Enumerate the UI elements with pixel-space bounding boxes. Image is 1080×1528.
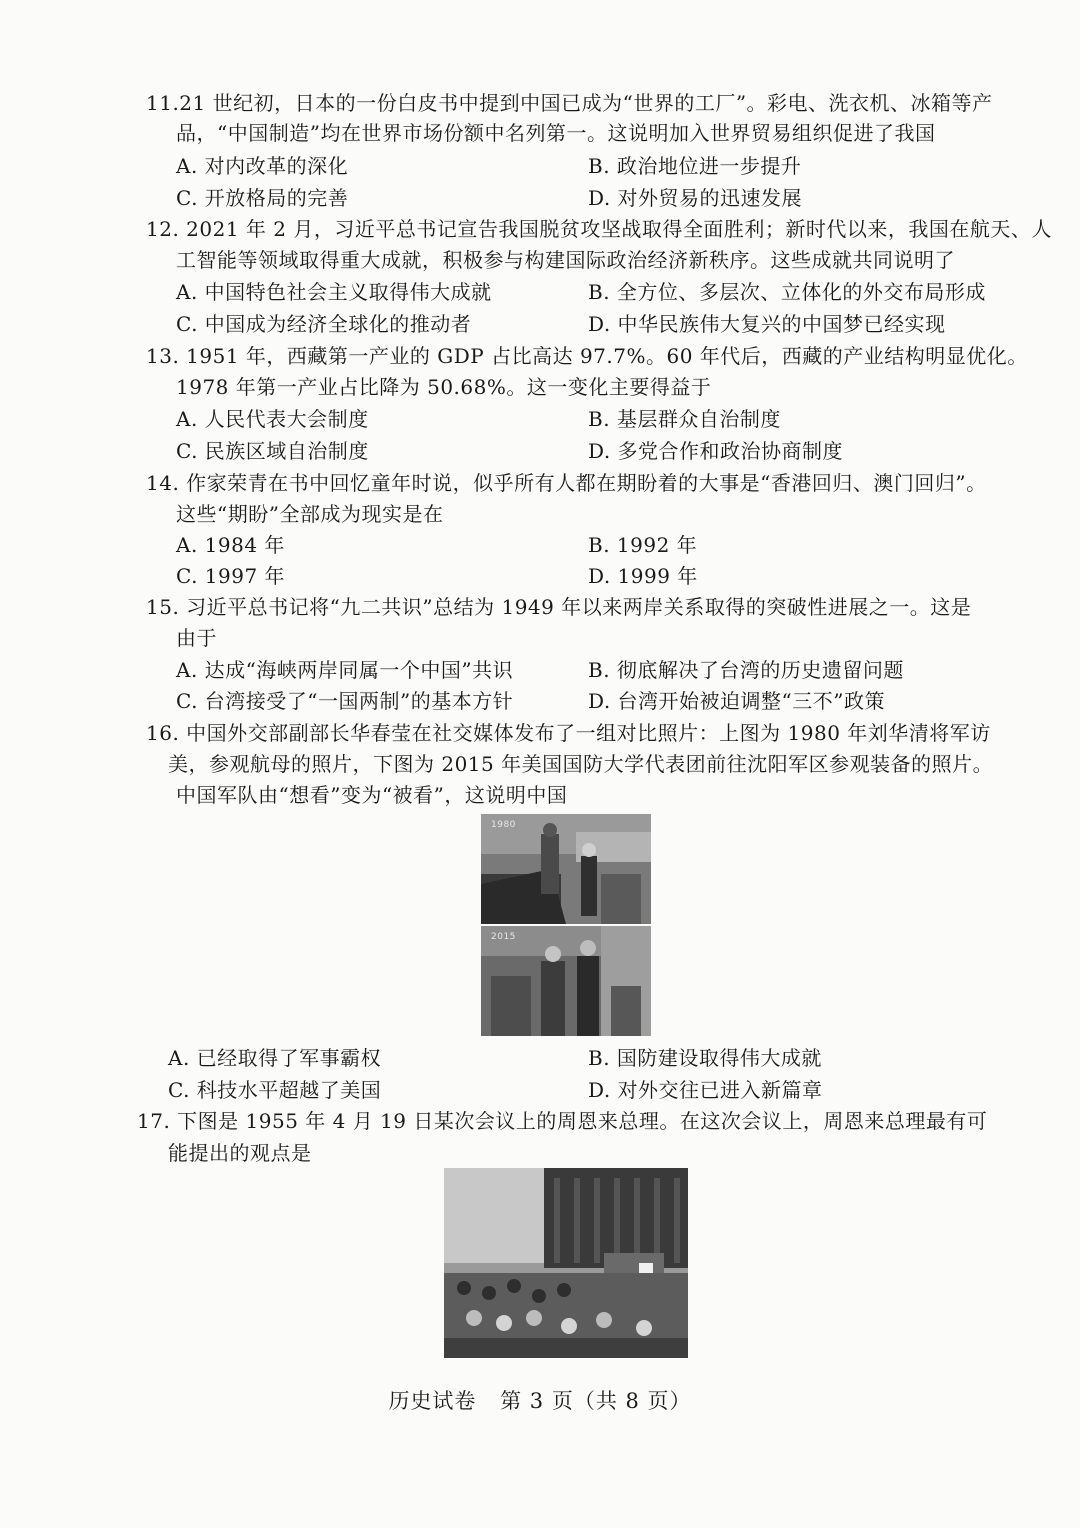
question-11-option-d: D. 对外贸易的迅速发展 [588,186,803,210]
page-footer [0,1386,1080,1416]
question-16-line-1: 16. 中国外交部副部长华春莹在社交媒体发布了一组对比照片：上图为 1980 年刘华清将军访 [146,721,991,745]
question-11-line-1: 11.21 世纪初，日本的一份白皮书中提到中国已成为“世界的工厂”。彩电、洗衣机、冰箱等产 [146,91,993,115]
question-14-option-d: D. 1999 年 [588,564,698,588]
question-16-option-a: A. 已经取得了军事霸权 [168,1046,382,1070]
question-11-option-a: A. 对内改革的深化 [176,154,349,178]
question-13-option-d: D. 多党合作和政治协商制度 [588,439,844,463]
question-12-option-d: D. 中华民族伟大复兴的中国梦已经实现 [588,312,946,336]
question-11-line-2: 品，“中国制造”均在世界市场份额中名列第一。这说明加入世界贸易组织促进了我国 [176,121,936,145]
question-16-line-2: 美，参观航母的照片，下图为 2015 年美国国防大学代表团前往沈阳军区参观装备的照片。 [168,752,994,776]
question-14-line-2: 这些“期盼”全部成为现实是在 [176,502,444,526]
photo-2015-year-label: 2015 [491,932,516,942]
question-16-option-c: C. 科技水平超越了美国 [168,1078,382,1102]
photo-conference-image [444,1168,688,1358]
question-16-option-b: B. 国防建设取得伟大成就 [588,1046,822,1070]
question-13-line-1: 13. 1951 年，西藏第一产业的 GDP 占比高达 97.7%。60 年代后，西藏的产业结构明显优化。 [146,344,1028,368]
question-12-line-2: 工智能等领域取得重大成就，积极参与构建国际政治经济新秩序。这些成就共同说明了 [176,248,955,272]
photo-conference-1955 [444,1168,688,1358]
question-14-option-c: C. 1997 年 [176,564,286,588]
question-16-option-d: D. 对外交往已进入新篇章 [588,1078,823,1102]
question-17-line-1: 17. 下图是 1955 年 4 月 19 日某次会议上的周恩来总理。在这次会议上，周恩来总理最有可 [137,1109,988,1133]
question-12-line-1: 12. 2021 年 2 月，习近平总书记宣告我国脱贫攻坚战取得全面胜利；新时代以来，我国在航天、人 [146,217,1052,241]
question-15-option-a: A. 达成“海峡两岸同属一个中国”共识 [176,658,514,682]
photo-2015 [481,926,651,1036]
question-14-option-a: A. 1984 年 [176,533,285,557]
question-15-option-b: B. 彻底解决了台湾的历史遗留问题 [588,658,904,682]
photo-1980 [481,814,651,924]
question-11-option-b: B. 政治地位进一步提升 [588,154,802,178]
question-15-option-d: D. 台湾开始被迫调整“三不”政策 [588,689,885,713]
question-13-line-2: 1978 年第一产业占比降为 50.68%。这一变化主要得益于 [176,375,712,399]
question-14-option-b: B. 1992 年 [588,533,698,557]
footer-page-number: 第 3 页（共 8 页） [500,1389,692,1413]
footer-subject: 历史试卷 [388,1389,477,1413]
question-13-option-b: B. 基层群众自治制度 [588,407,781,431]
photo-1980-year-label: 1980 [491,820,516,830]
photo-2015-image [481,926,651,1036]
photo-1980-image [481,814,651,924]
question-15-option-c: C. 台湾接受了“一国两制”的基本方针 [176,689,514,713]
question-13-option-c: C. 民族区域自治制度 [176,439,369,463]
question-15-line-1: 15. 习近平总书记将“九二共识”总结为 1949 年以来两岸关系取得的突破性进展之一。这是 [146,595,972,619]
question-12-option-c: C. 中国成为经济全球化的推动者 [176,312,472,336]
question-15-line-2: 由于 [176,626,217,650]
question-17-line-2: 能提出的观点是 [168,1141,312,1165]
question-14-line-1: 14. 作家荣青在书中回忆童年时说，似乎所有人都在期盼着的大事是“香港回归、澳门回归”。 [146,471,987,495]
question-13-option-a: A. 人民代表大会制度 [176,407,369,431]
question-12-option-a: A. 中国特色社会主义取得伟大成就 [176,280,492,304]
question-16-line-3: 中国军队由“想看”变为“被看”，这说明中国 [176,783,568,807]
question-12-option-b: B. 全方位、多层次、立体化的外交布局形成 [588,280,986,304]
question-11-option-c: C. 开放格局的完善 [176,186,349,210]
